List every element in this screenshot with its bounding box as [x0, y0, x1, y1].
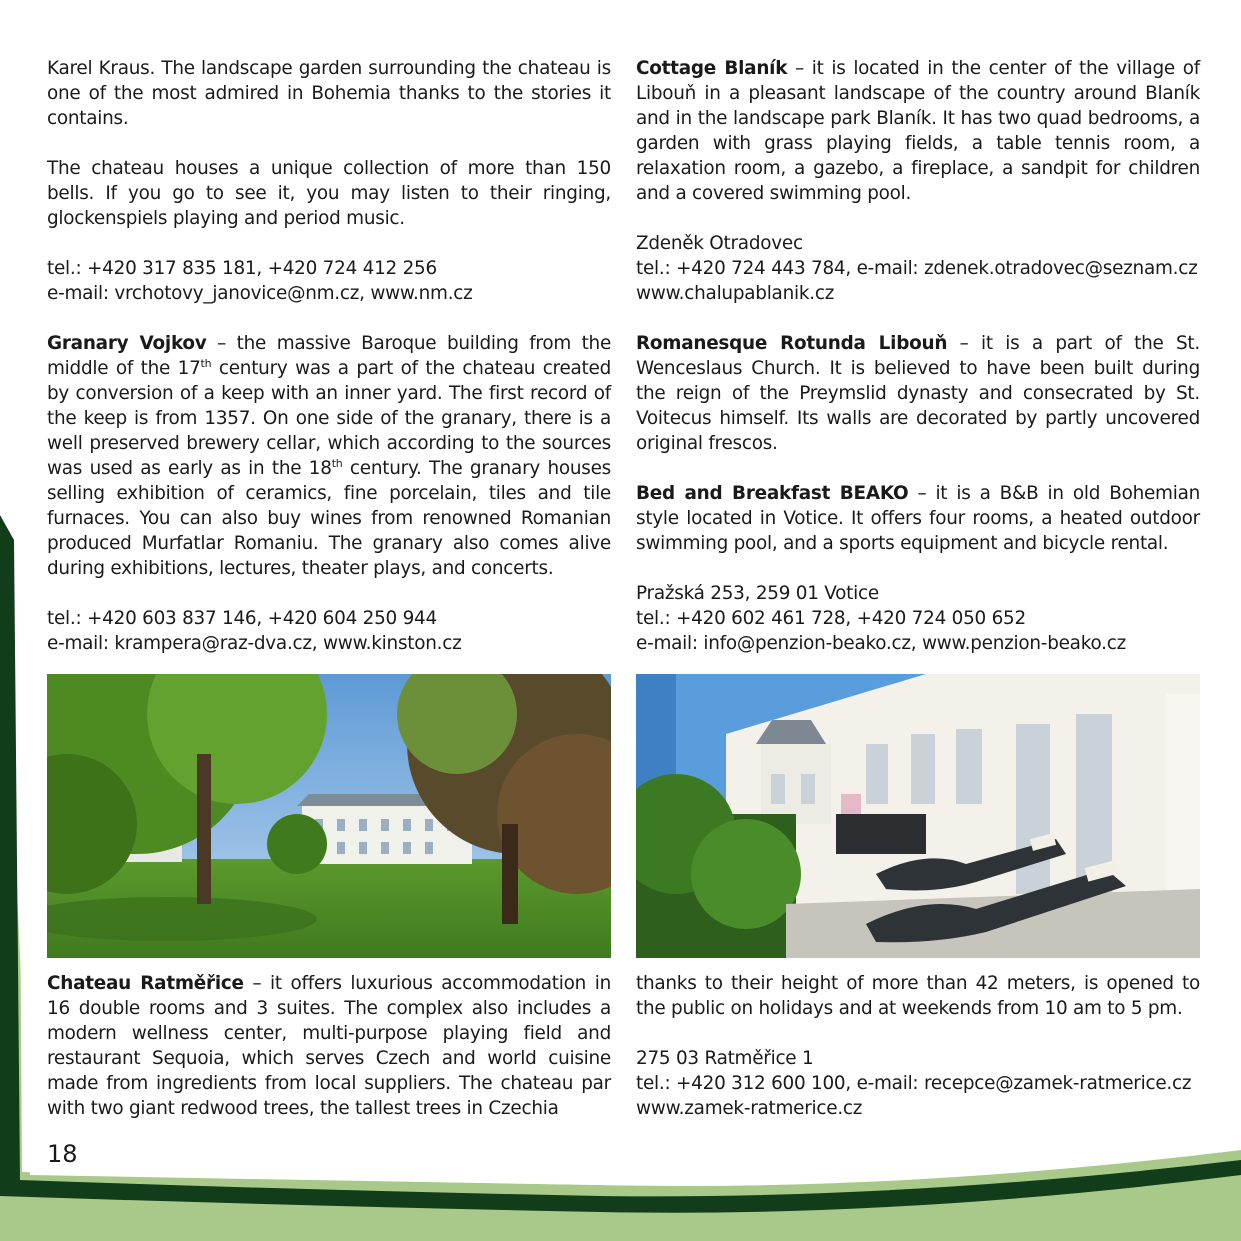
- chateau-ratmerice-continued-column: [636, 971, 1200, 1121]
- cottage-contact-name: Zdeněk Otradovec: [636, 233, 803, 254]
- granary-sup-a: th: [200, 357, 212, 370]
- granary-text-c: century. The granary houses selling exhibition of ceramics, fine porcelain, tiles and tile furnaces. You can also buy wines from renowned Romanian produced Murfatlar Romaniu. The granary also comes alive during exhibitions, lectures, theater plays, and concerts.: [47, 458, 611, 579]
- intro-paragraph: Karel Kraus. The landscape garden surrounding the chateau is one of the most admired in Bohemia thanks to the stories it contains.: [47, 58, 611, 129]
- rotunda-paragraph: [636, 331, 1200, 456]
- chateau-ratmerice-text: – it offers luxurious accommodation in 16 double rooms and 3 suites. The complex also includes a modern wellness center, multi-purpose playing field and restaurant Sequoia, which serves Czech and world cuisine made from ingredients from local suppliers. The chateau par with two giant redwood trees, the tallest trees in Czechia: [47, 973, 611, 1119]
- bnb-contact-block: [636, 581, 1200, 656]
- chateau-park-photo: [47, 674, 611, 958]
- granary-paragraph: [47, 331, 611, 581]
- chateau-ratmerice-paragraph: [47, 971, 611, 1121]
- contact-tel: tel.: +420 317 835 181, +420 724 412 256: [47, 258, 437, 279]
- chateau-ratmerice-title: Chateau Ratměřice: [47, 973, 244, 994]
- left-column: [47, 56, 611, 656]
- granary-tel: tel.: +420 603 837 146, +420 604 250 944: [47, 608, 437, 629]
- ratmerice-tel: tel.: +420 312 600 100, e-mail: recepce@zamek-ratmerice.cz: [636, 1073, 1192, 1094]
- bnb-title: Bed and Breakfast BEAKO: [636, 483, 909, 504]
- chateau-ratmerice-contact: [636, 1046, 1200, 1121]
- bnb-tel: tel.: +420 602 461 728, +420 724 050 652: [636, 608, 1026, 629]
- granary-contact-block: [47, 606, 611, 656]
- bnb-text: – it is a B&B in old Bohemian style located in Votice. It offers four rooms, a heated outdoor swimming pool, and a sports equipment and bicycle rental.: [636, 483, 1200, 554]
- granary-title: Granary Vojkov: [47, 333, 207, 354]
- bnb-paragraph: [636, 481, 1200, 556]
- rotunda-text: – it is a part of the St. Wenceslaus Church. It is believed to have been built during the reign of the Preymslid dynasty and consecrated by St. Voitecus himself. Its walls are decorated by partly uncovered original frescos.: [636, 333, 1200, 454]
- chateau-ratmerice-column: [47, 971, 611, 1121]
- bnb-email: e-mail: info@penzion-beako.cz, www.penzion-beako.cz: [636, 633, 1126, 654]
- granary-text-a: – the massive Baroque building from the middle of the 17: [47, 333, 612, 379]
- bells-paragraph: The chateau houses a unique collection of more than 150 bells. If you go to see it, you may listen to their ringing, glockenspiels playing and period music.: [47, 158, 611, 229]
- cottage-contact-block: [636, 231, 1200, 306]
- cottage-paragraph: [636, 56, 1200, 206]
- page-number: 18: [47, 1140, 78, 1168]
- contact-email: e-mail: vrchotovy_janovice@nm.cz, www.nm.cz: [47, 283, 473, 304]
- chateau-ratmerice-continued: thanks to their height of more than 42 meters, is opened to the public on holidays and at weekends from 10 am to 5 pm.: [636, 973, 1200, 1019]
- granary-text-b: century was a part of the chateau created by conversion of a keep with an inner yard. The first record of the keep is from 1357. On one side of the granary, there is a well preserved brewery cellar, which according to the sources was used as early as in the 18: [47, 358, 611, 479]
- granary-sup-b: th: [331, 457, 343, 470]
- ratmerice-web: www.zamek-ratmerice.cz: [636, 1098, 863, 1119]
- granary-email: e-mail: krampera@raz-dva.cz, www.kinston.cz: [47, 633, 462, 654]
- cottage-title: Cottage Blaník: [636, 58, 788, 79]
- contact-block: [47, 256, 611, 306]
- rotunda-title: Romanesque Rotunda Libouň: [636, 333, 948, 354]
- cottage-contact-tel: tel.: +420 724 443 784, e-mail: zdenek.otradovec@seznam.cz: [636, 258, 1198, 279]
- terrace-photo: [636, 674, 1200, 958]
- cottage-contact-web: www.chalupablanik.cz: [636, 283, 835, 304]
- cottage-text: – it is located in the center of the village of Libouň in a pleasant landscape of the country around Blaník and in the landscape park Blaník. It has two quad bedrooms, a garden with grass playing fields, a table tennis room, a relaxation room, a gazebo, a fireplace, a sandpit for children and a covered swimming pool.: [636, 58, 1200, 204]
- right-column: [636, 56, 1200, 656]
- bnb-address: Pražská 253, 259 01 Votice: [636, 583, 879, 604]
- ratmerice-address: 275 03 Ratměřice 1: [636, 1048, 814, 1069]
